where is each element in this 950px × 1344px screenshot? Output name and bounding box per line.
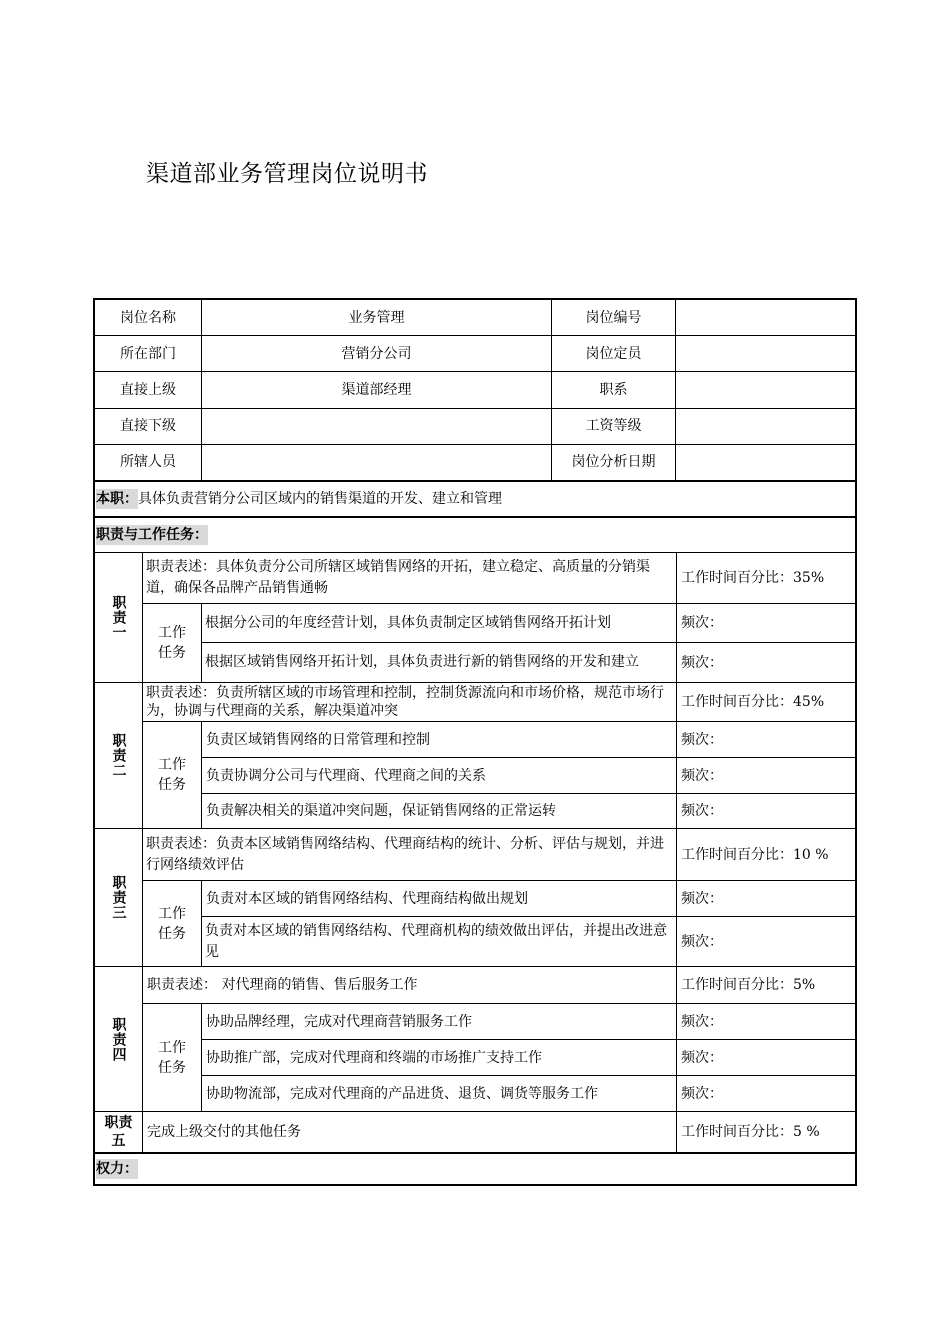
- duties-header: 职责与工作任务：: [96, 527, 208, 543]
- label-salary-grade: 工资等级: [585, 418, 642, 434]
- duty-4-task-2: 协助推广部，完成对代理商和终端的市场推广支持工作: [206, 1049, 542, 1066]
- value-analysis-date: [676, 444, 855, 480]
- value-job-family: [676, 372, 855, 408]
- duty-2-desc: 职责表述：负责所辖区域的市场管理和控制，控制货源流向和市场价格，规范市场行为，协调与代理商的关系，解决渠道冲突: [146, 685, 664, 719]
- duty-1-label: 职责一: [110, 595, 127, 640]
- duty-1-pct: 工作时间百分比：35%: [681, 570, 825, 586]
- core-duty-row: [95, 482, 855, 516]
- duty-4-task-label: 工作任务: [158, 1039, 186, 1076]
- value-direct-subordinate: [202, 408, 551, 444]
- duty-1-task-2-freq: 频次：: [681, 654, 723, 671]
- duty-2-pct: 工作时间百分比：45%: [681, 694, 825, 710]
- value-department: 营销分公司: [341, 346, 412, 362]
- label-job-family: 职系: [599, 382, 628, 398]
- label-headcount: 岗位定员: [585, 346, 642, 362]
- value-subordinate-staff: [202, 444, 551, 480]
- label-department: 所在部门: [120, 346, 176, 362]
- duty-1-task-2: 根据区域销售网络开拓计划，具体负责进行新的销售网络的开发和建立: [205, 654, 639, 670]
- duty-1-task-label: 工作任务: [158, 625, 186, 661]
- label-position-code: 岗位编号: [585, 310, 642, 326]
- duty-2-task-3: 负责解决相关的渠道冲突问题，保证销售网络的正常运转: [206, 803, 556, 819]
- core-duty-text: 具体负责营销分公司区域内的销售渠道的开发、建立和管理: [138, 491, 502, 507]
- duty-3-task-1: 负责对本区域的销售网络结构、代理商结构做出规划: [206, 890, 528, 907]
- duty-4-task-1-freq: 频次：: [681, 1013, 723, 1030]
- duty-2-task-2-freq: 频次：: [681, 767, 723, 784]
- duty-3-task-2: 负责对本区域的销售网络结构、代理商机构的绩效做出评估，并提出改进意见: [205, 922, 667, 960]
- label-position-name: 岗位名称: [120, 310, 176, 326]
- duty-3-task-label: 工作任务: [158, 905, 186, 942]
- duty-3-task-2-freq: 频次：: [681, 933, 723, 950]
- duty-5-desc: 完成上级交付的其他任务: [147, 1124, 301, 1140]
- duty-4-task-3-freq: 频次：: [681, 1085, 723, 1102]
- duty-2-task-3-freq: 频次：: [681, 803, 723, 819]
- duty-4-task-1: 协助品牌经理，完成对代理商营销服务工作: [206, 1013, 472, 1030]
- duty-1-task-1-freq: 频次：: [681, 615, 723, 631]
- value-position-code: [676, 300, 855, 336]
- duty-3-desc: 职责表述：负责本区域销售网络结构、代理商结构的统计、分析、评估与规划，并进行网络绩效评估: [146, 835, 664, 873]
- value-salary-grade: [676, 408, 855, 444]
- label-analysis-date: 岗位分析日期: [571, 454, 656, 470]
- authority-row: [95, 1154, 855, 1184]
- job-description-table: [93, 298, 857, 1186]
- core-duty-label: 本职：: [96, 491, 138, 507]
- duty-3-pct: 工作时间百分比：10 %: [681, 846, 829, 863]
- duty-1-desc: 职责表述：具体负责分公司所辖区域销售网络的开拓，建立稳定、高质量的分销渠道，确保各品牌产品销售通畅: [146, 559, 650, 596]
- value-headcount: [676, 336, 855, 372]
- page-title: 渠道部业务管理岗位说明书: [146, 161, 428, 187]
- duty-2-task-1: 负责区域销售网络的日常管理和控制: [206, 731, 430, 748]
- duty-4-task-3: 协助物流部，完成对代理商的产品进货、退货、调货等服务工作: [206, 1085, 598, 1102]
- label-direct-subordinate: 直接下级: [120, 418, 176, 434]
- authority-label: 权力：: [96, 1161, 138, 1177]
- value-position-name: 业务管理: [348, 310, 405, 326]
- duty-3-task-1-freq: 频次：: [681, 890, 723, 907]
- duty-4-task-2-freq: 频次：: [681, 1049, 723, 1066]
- duty-4-pct: 工作时间百分比：5%: [681, 977, 816, 993]
- duty-4-desc: 职责表述： 对代理商的销售、售后服务工作: [147, 977, 418, 993]
- duty-5-pct: 工作时间百分比：5 %: [681, 1124, 820, 1140]
- duty-3-label: 职责三: [110, 875, 127, 920]
- duty-1-task-1: 根据分公司的年度经营计划，具体负责制定区域销售网络开拓计划: [205, 614, 611, 631]
- duty-2-task-1-freq: 频次：: [681, 731, 723, 748]
- duties-header-row: [95, 518, 855, 552]
- duty-2-task-label: 工作任务: [158, 757, 186, 793]
- label-direct-superior: 直接上级: [120, 382, 176, 398]
- duty-5-label: 职责五: [104, 1115, 133, 1149]
- value-direct-superior: 渠道部经理: [341, 382, 412, 398]
- duty-2-label: 职责二: [110, 733, 127, 778]
- label-subordinate-staff: 所辖人员: [120, 454, 176, 470]
- duty-2-task-2: 负责协调分公司与代理商、代理商之间的关系: [206, 767, 486, 784]
- duty-4-label: 职责四: [110, 1016, 127, 1062]
